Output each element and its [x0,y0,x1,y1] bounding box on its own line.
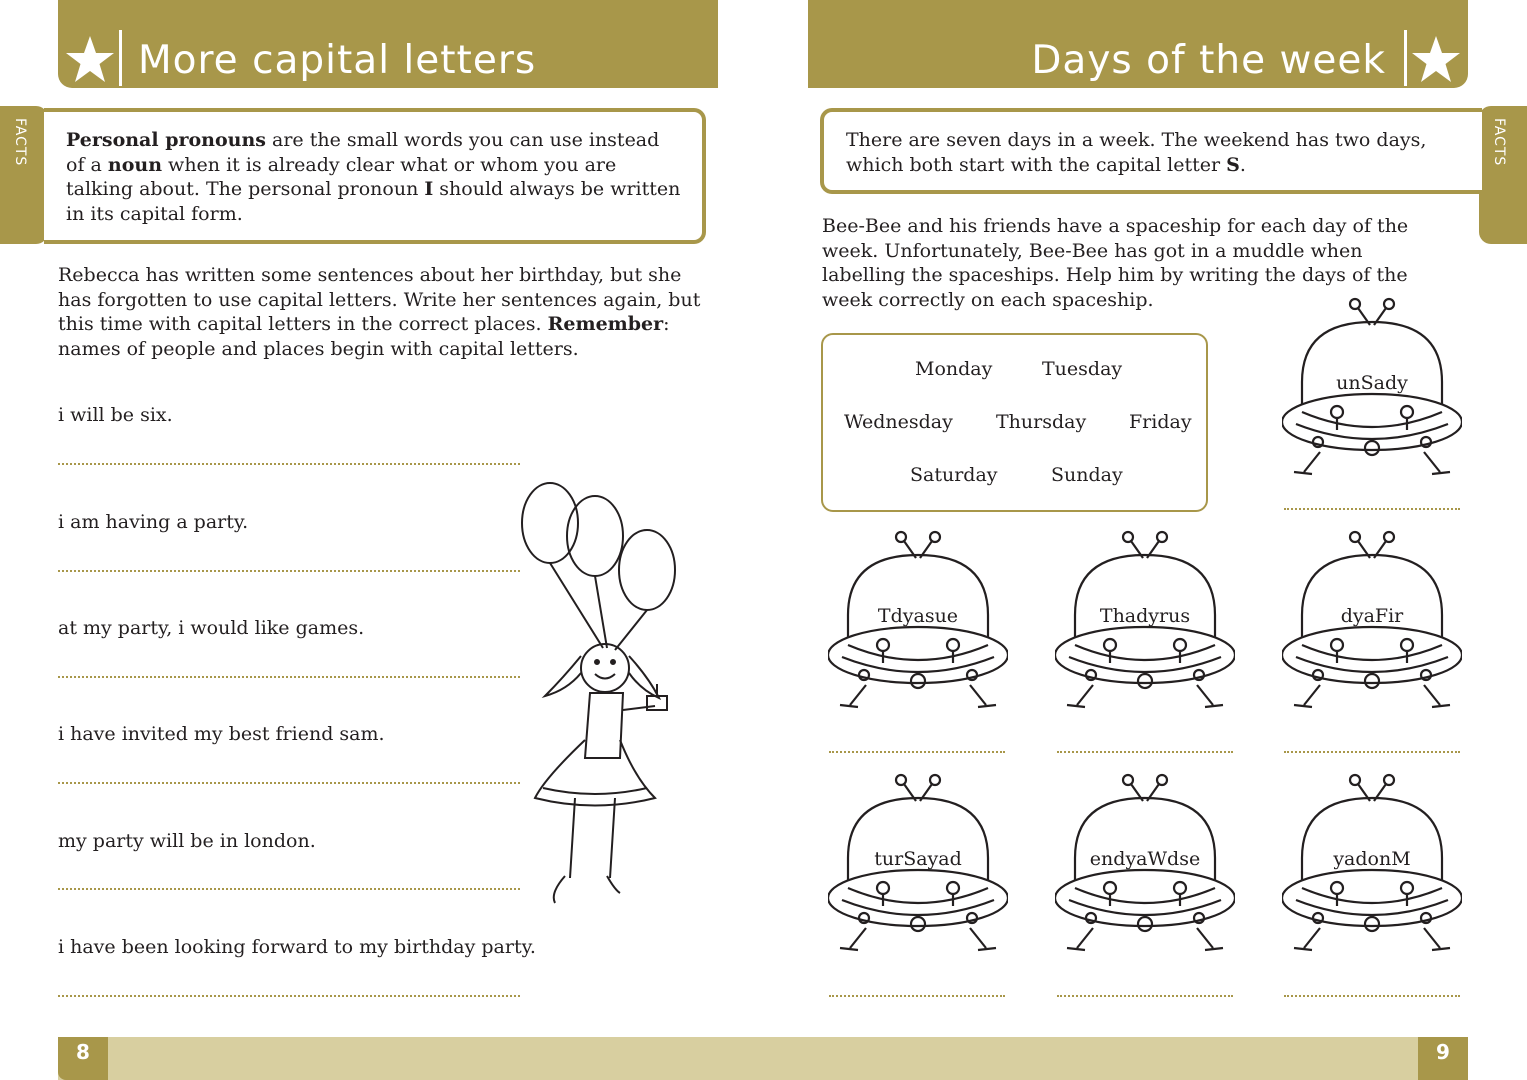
facts-box [820,108,1482,194]
spaceship [1055,525,1235,715]
answer-line[interactable] [1057,995,1233,997]
star-icon [65,34,115,84]
page-number: 8 [58,1037,108,1080]
sentence-prompt: i have been looking forward to my birthday party. [58,936,536,958]
answer-line[interactable] [1284,751,1460,753]
spaceship [828,768,1008,958]
spaceship-label: endyaWdse [1089,848,1201,870]
spaceship-label: turSayad [874,848,962,870]
answer-line[interactable] [1284,995,1460,997]
spaceship [1055,768,1235,958]
word-bank-item: Saturday [910,464,998,486]
answer-line[interactable] [829,751,1005,753]
header-divider [119,30,122,86]
page-title: Days of the week [1031,38,1386,83]
answer-line[interactable] [58,570,520,572]
answer-line[interactable] [58,888,520,890]
facts-text: There are seven days in a week. The weekend has two days, which both start with the capital letter S. [846,129,1427,176]
instructions: Rebecca has written some sentences about her birthday, but she has forgotten to use capital letters. Write her sentences again, but this time with capital letters in the correct places. Remember: names of people and places begin with capital letters. [58,264,701,360]
spaceship-label: Tdyasue [877,605,959,627]
sentence-prompt: i will be six. [58,404,173,426]
spaceship-label: unSady [1336,372,1408,394]
facts-tab: FACTS [0,106,48,244]
answer-line[interactable] [1284,508,1460,510]
page-number: 9 [1418,1037,1468,1080]
word-bank-item: Friday [1129,411,1192,433]
instructions: Bee-Bee and his friends have a spaceship for each day of the week. Unfortunately, Bee-Bee has got in a muddle when labelling the spaceships. Help him by writing the days of the week correctly on each spaceship. [822,215,1409,311]
left-header [58,0,718,88]
facts-tab: FACTS [1479,106,1527,244]
page-title: More capital letters [138,38,537,83]
girl-with-balloons-illustration [515,478,685,910]
answer-line[interactable] [58,676,520,678]
word-bank-item: Monday [915,358,993,380]
facts-box [44,108,706,244]
word-bank-item: Sunday [1051,464,1123,486]
spaceship [1282,292,1462,482]
footer-bar [58,1037,1468,1080]
spaceship-label: Thadyrus [1099,605,1191,627]
word-bank-item: Tuesday [1042,358,1123,380]
sentence-prompt: i have invited my best friend sam. [58,723,385,745]
sentence-prompt: at my party, i would like games. [58,617,365,639]
answer-line[interactable] [58,995,520,997]
star-icon [1411,34,1461,84]
answer-line[interactable] [1057,751,1233,753]
sentence-prompt: i am having a party. [58,511,249,533]
answer-line[interactable] [58,463,520,465]
spaceship [1282,768,1462,958]
spaceship [1282,525,1462,715]
facts-text: Personal pronouns are the small words you can use instead of a noun when it is already clear what or whom you are talking about. The personal pronoun I should always be written in its capital form. [66,129,681,225]
spaceship-label: yadonM [1333,848,1411,870]
word-bank-item: Thursday [996,411,1087,433]
word-bank-item: Wednesday [844,411,953,433]
answer-line[interactable] [58,782,520,784]
spaceship-label: dyaFir [1340,605,1404,627]
header-divider [1404,30,1407,86]
answer-line[interactable] [829,995,1005,997]
sentence-prompt: my party will be in london. [58,830,316,852]
spaceship [828,525,1008,715]
right-header [808,0,1468,88]
